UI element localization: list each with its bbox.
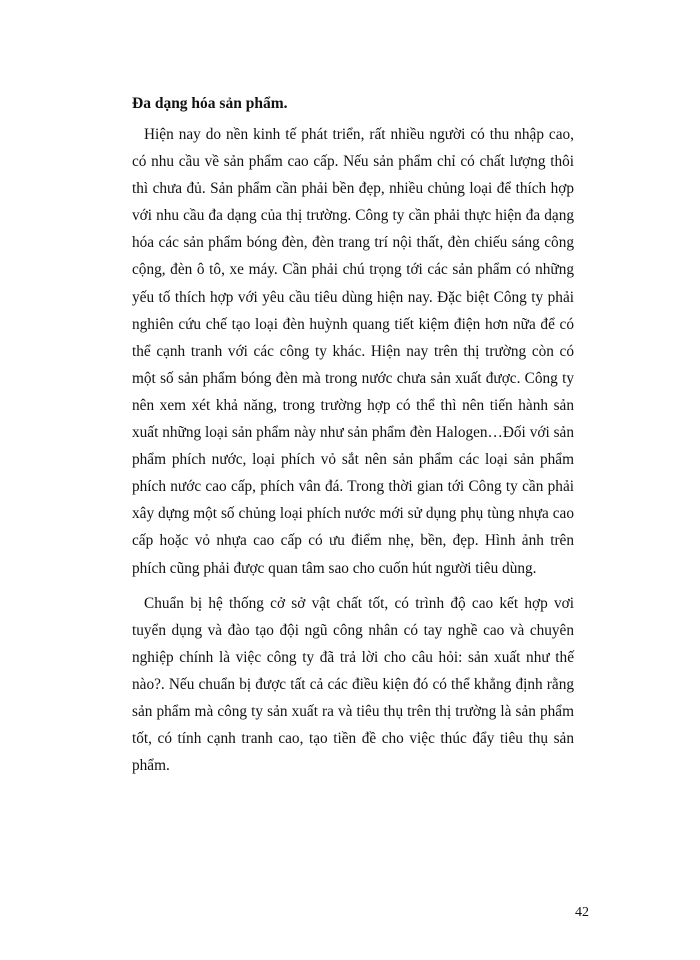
- page-number: 42: [575, 905, 589, 920]
- paragraph-product-diversification: Hiện nay do nền kinh tế phát triển, rất nhiều người có thu nhập cao, có nhu cầu về sản phẩm cao cấp. Nếu sản phẩm chỉ có chất lượng thôi thì chưa đủ. Sản phẩm cần phải bền đẹp, nhiều chủng loại để thích hợp với nhu cầu đa dạng của thị trường. Công ty cần phải thực hiện đa dạng hóa các sản phẩm bóng đèn, đèn trang trí nội thất, đèn chiếu sáng công cộng, đèn ô tô, xe máy. Cần phải chú trọng tới các sản phẩm có những yếu tố thích hợp với yêu cầu tiêu dùng hiện nay. Đặc biệt Công ty phải nghiên cứu chế tạo loại đèn huỳnh quang tiết kiệm điện hơn nữa để có thể cạnh tranh với các công ty khác. Hiện nay trên thị trường còn có một số sản phẩm bóng đèn mà trong nước chưa sản xuất được. Công ty nên xem xét khả năng, trong trường hợp có thể thì nên tiến hành sản xuất những loại sản phẩm này như sản phẩm đèn Halogen…Đối với sản phẩm phích nước, loại phích vỏ sắt nên sản phẩm các loại sản phẩm phích nước cao cấp, phích vân đá. Trong thời gian tới Công ty cần phải xây dựng một số chủng loại phích nước mới sử dụng phụ tùng nhựa cao cấp hoặc vỏ nhựa cao cấp có ưu điểm nhẹ, bền, đẹp. Hình ảnh trên phích cũng phải được quan tâm sao cho cuốn hút người tiêu dùng.: [132, 126, 574, 577]
- section-heading: Đa dạng hóa sản phẩm.: [132, 95, 288, 112]
- paragraph-infrastructure: Chuẩn bị hệ thống cở sở vật chất tốt, có trình độ cao kết hợp vơi tuyển dụng và đào tạo đội ngũ công nhân có tay nghề cao và chuyên nghiệp chính là việc công ty đã trả lời cho câu hỏi: sản xuất như thế nào?. Nếu chuẩn bị được tất cả các điều kiện đó có thể khẳng định rằng sản phẩm mà công ty sản xuất ra và tiêu thụ trên thị trường là sản phẩm tốt, có tính cạnh tranh cao, tạo tiền đề cho việc thúc đẩy tiêu thụ sản phẩm.: [132, 594, 574, 775]
- page-content: [132, 93, 574, 787]
